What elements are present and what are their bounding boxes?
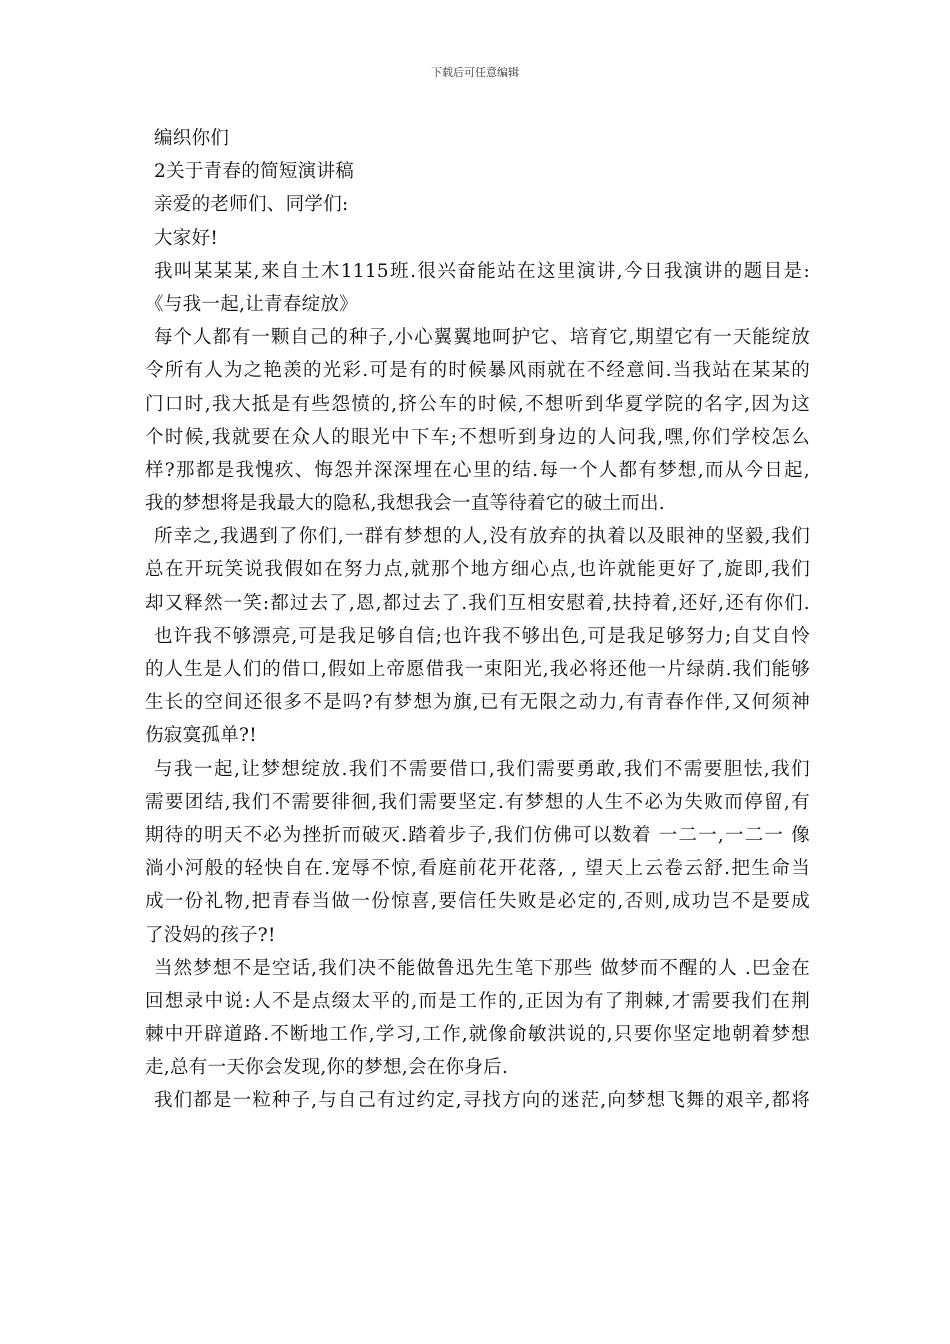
- text-line: 需要团结,我们不需要徘徊,我们需要坚定.有梦想的人生不必为失败而停留,有: [145, 791, 810, 813]
- text-line: 走,总有一天你会发现,你的梦想,会在你身后.: [145, 1057, 509, 1079]
- text-line: 个时候,我就要在众人的眼光中下车;不想听到身边的人问我,嘿,你们学校怎么: [145, 426, 810, 448]
- page-header: 下载后可任意编辑: [431, 66, 519, 79]
- text-line: 编织你们: [154, 128, 230, 149]
- text-line: 当然梦想不是空话,我们决不能做鲁迅先生笔下那些 做梦而不醒的人 .巴金在: [154, 957, 810, 979]
- document-body: [145, 122, 810, 1118]
- text-line: 所幸之,我遇到了你们,一群有梦想的人,没有放弃的执着以及眼神的坚毅,我们: [154, 526, 810, 548]
- text-line: 亲爱的老师们、同学们:: [154, 194, 349, 216]
- text-line: 总在开玩笑说我假如在努力点,就那个地方细心点,也许就能更好了,旋即,我们: [145, 559, 810, 581]
- text-line: 的人生是人们的借口,假如上帝愿借我一束阳光,我必将还他一片绿荫.我们能够: [145, 659, 810, 680]
- text-line: 2关于青春的简短演讲稿: [154, 161, 355, 183]
- text-line: 淌小河般的轻快自在.宠辱不惊,看庭前花开花落, , 望天上云卷云舒.把生命当: [145, 858, 810, 880]
- text-line: 我们都是一粒种子,与自己有过约定,寻找方向的迷茫,向梦想飞舞的艰辛,都将: [154, 1090, 810, 1112]
- text-line: 门口时,我大抵是有些怨愤的,挤公车的时候,不想听到华夏学院的名字,因为这: [145, 393, 810, 415]
- text-line: 样?那都是我愧疚、悔怨并深深埋在心里的结.每一个人都有梦想,而从今日起,: [145, 459, 810, 481]
- text-line: 回想录中说:人不是点缀太平的,而是工作的,正因为有了荆棘,才需要我们在荆: [145, 990, 810, 1012]
- text-line: 我叫某某某,来自土木1115班.很兴奋能站在这里演讲,今日我演讲的题目是:: [154, 260, 810, 282]
- text-line: 成一份礼物,把青春当做一份惊喜,要信任失败是必定的,否则,成功岂不是要成: [145, 891, 810, 913]
- text-line: 《与我一起,让青春绽放》: [145, 293, 358, 315]
- text-line: 每个人都有一颗自己的种子,小心翼翼地呵护它、培育它,期望它有一天能绽放: [154, 327, 810, 349]
- text-line: 了没妈的孩子?!: [145, 924, 276, 946]
- text-line: 却又释然一笑:都过去了,恩,都过去了.我们互相安慰着,扶持着,还好,还有你们.: [145, 592, 810, 614]
- text-line: 棘中开辟道路.不断地工作,学习,工作,就像俞敏洪说的,只要你坚定地朝着梦想: [145, 1024, 810, 1046]
- text-line: 大家好!: [154, 227, 219, 249]
- text-line: 生长的空间还很多不是吗?有梦想为旗,已有无限之动力,有青春作伴,又何须神: [145, 692, 810, 714]
- text-line: 与我一起,让梦想绽放.我们不需要借口,我们需要勇敢,我们不需要胆怯,我们: [154, 758, 810, 780]
- text-line: 期待的明天不必为挫折而破灭.踏着步子,我们仿佛可以数着 一二一,一二一 像: [145, 824, 810, 846]
- text-line: 也许我不够漂亮,可是我足够自信;也许我不够出色,可是我足够努力;自艾自怜: [154, 625, 810, 647]
- text-line: 我的梦想将是我最大的隐私,我想我会一直等待着它的破土而出.: [145, 493, 665, 515]
- text-line: 伤寂寞孤单?!: [145, 725, 257, 747]
- text-line: 令所有人为之艳羡的光彩.可是有的时候暴风雨就在不经意间.当我站在某某的: [145, 360, 810, 382]
